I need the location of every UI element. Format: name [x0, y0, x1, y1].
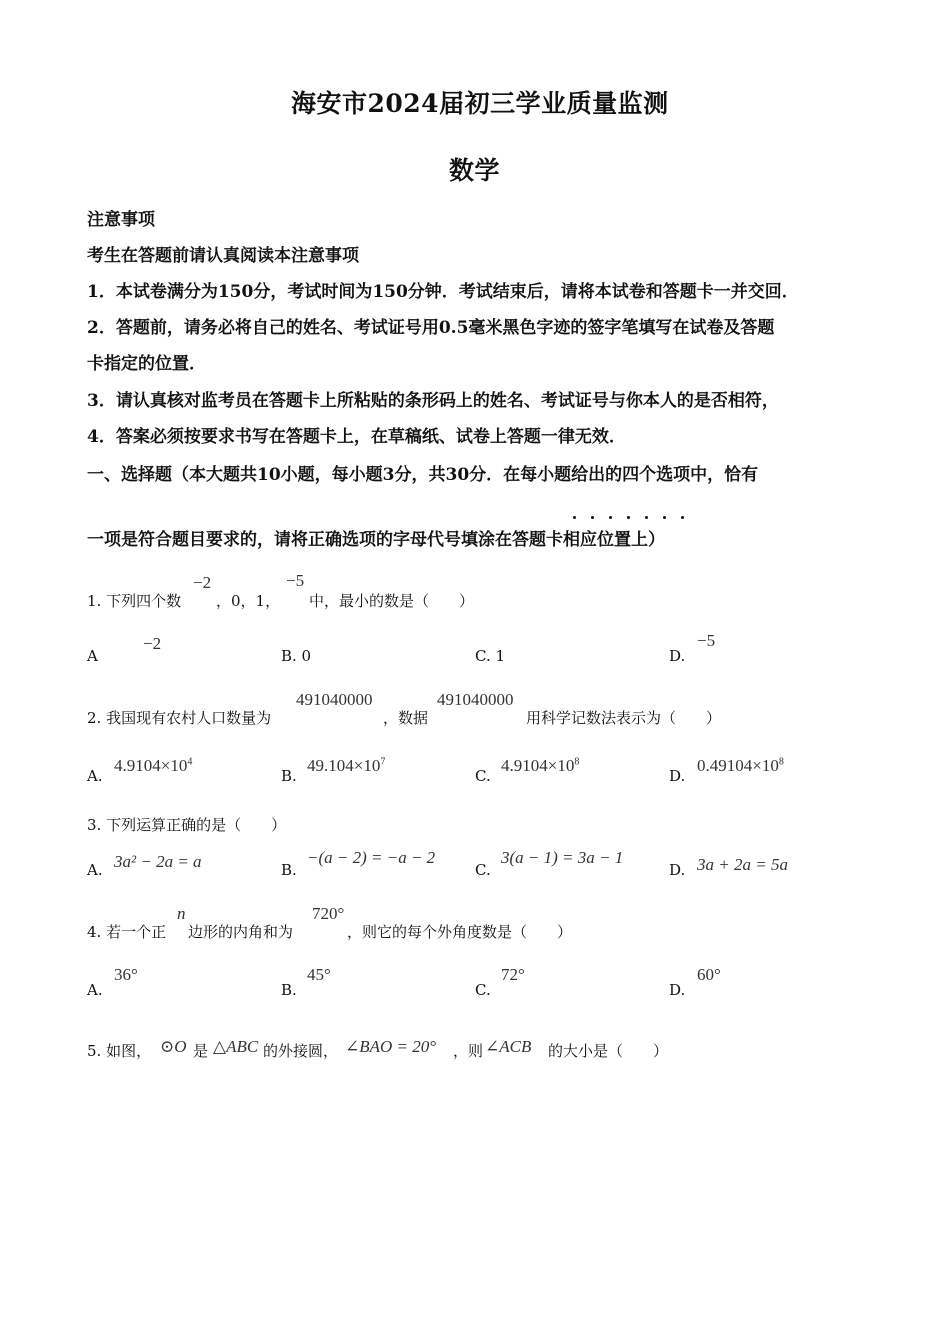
q3-option-a-label: A. — [87, 861, 103, 879]
q2-number-2: 491040000 — [437, 690, 514, 709]
notice-item-3: 3．请认真核对监考员在答题卡上所粘贴的条形码上的姓名、考试证号与你本人的是否相符， — [87, 391, 779, 411]
notice-item-4: 4．答案必须按要求书写在答题卡上，在草稿纸、试卷上答题一律无效． — [87, 427, 626, 447]
q3-option-a-value: 3a² − 2a = a — [114, 852, 202, 871]
q1-option-a-label: A — [87, 647, 98, 665]
q3-option-c-label: C. — [475, 861, 491, 879]
q4-option-d-value: 60° — [697, 965, 721, 984]
q2-text-3: 用科学记数法表示为（ ） — [526, 709, 722, 727]
q4-option-a-value: 36° — [114, 965, 138, 984]
q4-text-3: ，则它的每个外角度数是（ ） — [347, 923, 573, 941]
q5-text-1: 5. 如图， — [87, 1042, 152, 1060]
q3-option-d-value: 3a + 2a = 5a — [697, 855, 788, 874]
q5-angle-bao: ∠BAO = 20° — [345, 1037, 437, 1056]
q2-text-2: ，数据 — [383, 709, 429, 727]
section-instructions-line-1: 一、选择题（本大题共10小题，每小题3分，共30分．在每小题给出的四个选项中，恰有 — [87, 465, 759, 485]
q2-option-c-label: C. — [475, 767, 491, 785]
q5-text-4: ，则 — [453, 1042, 484, 1060]
q5-text-5: 的大小是（ ） — [548, 1042, 669, 1060]
q1-option-d-value: −5 — [697, 631, 716, 650]
q4-text-1: 4. 若一个正 — [87, 923, 167, 941]
notice-intro: 考生在答题前请认真阅读本注意事项 — [87, 246, 359, 266]
q2-option-b-label: B. — [281, 767, 297, 785]
q4-angle-sum: 720° — [312, 904, 345, 923]
q2-option-a-value: $4.9104\times 10^4$ — [114, 756, 193, 775]
q3-option-d-label: D. — [669, 861, 686, 879]
q5-angle-acb: ∠ACB — [485, 1037, 532, 1056]
q3-option-c-value: 3(a − 1) = 3a − 1 — [501, 848, 624, 867]
q4-option-b-label: B. — [281, 981, 297, 999]
q1-number-2: −5 — [286, 571, 305, 590]
section-instructions-line-2: 一项是符合题目要求的，请将正确选项的字母代号填涂在答题卡相应位置上） — [87, 530, 665, 550]
q5-text-3: 的外接圆， — [263, 1042, 339, 1060]
q2-option-d-label: D. — [669, 767, 686, 785]
q2-option-a-label: A. — [87, 767, 103, 785]
q1-text-1: 1. 下列四个数 — [87, 592, 182, 610]
question-3: 3. 下列运算正确的是（ ） — [87, 816, 287, 834]
q5-triangle-abc: △ABC — [213, 1037, 259, 1056]
q1-number-1: −2 — [193, 573, 212, 592]
q2-option-c-value: $4.9104\times 10^8$ — [501, 756, 580, 775]
subject-title: 数学 — [449, 156, 501, 185]
q1-option-b: B. 0 — [281, 647, 312, 665]
q4-option-b-value: 45° — [307, 965, 331, 984]
q1-text-3: 中，最小的数是（ ） — [309, 592, 475, 610]
q4-option-c-label: C. — [475, 981, 491, 999]
q1-option-a-value: −2 — [143, 634, 162, 653]
q5-text-2: 是 — [193, 1042, 209, 1060]
q3-option-b-label: B. — [281, 861, 297, 879]
notice-item-1: 1．本试卷满分为150分，考试时间为150分钟．考试结束后，请将本试卷和答题卡一并交回． — [87, 282, 799, 302]
exam-title: 海安市2024届初三学业质量监测 — [291, 89, 669, 118]
q4-option-d-label: D. — [669, 981, 686, 999]
q3-option-b-value: −(a − 2) = −a − 2 — [307, 848, 436, 867]
q1-option-d-label: D. — [669, 647, 686, 665]
q4-option-c-value: 72° — [501, 965, 525, 984]
q2-number-1: 491040000 — [296, 690, 373, 709]
q2-option-b-value: $49.104\times 10^7$ — [307, 756, 386, 775]
notice-item-2-cont: 卡指定的位置． — [87, 354, 206, 374]
q2-option-d-value: $0.49104\times 10^8$ — [697, 756, 784, 775]
q4-var-n: n — [177, 904, 186, 923]
q5-circle-o: ⊙O — [160, 1037, 187, 1056]
q4-text-2: 边形的内角和为 — [188, 923, 294, 941]
q1-option-c: C. 1 — [475, 647, 506, 665]
q4-option-a-label: A. — [87, 981, 103, 999]
notice-heading: 注意事项 — [87, 210, 155, 230]
q2-text-1: 2. 我国现有农村人口数量为 — [87, 709, 272, 727]
notice-item-2: 2．答题前，请务必将自己的姓名、考试证号用0.5毫米黑色字迹的签字笔填写在试卷及答题 — [87, 318, 775, 338]
q1-text-2: ，0，1， — [216, 592, 281, 610]
